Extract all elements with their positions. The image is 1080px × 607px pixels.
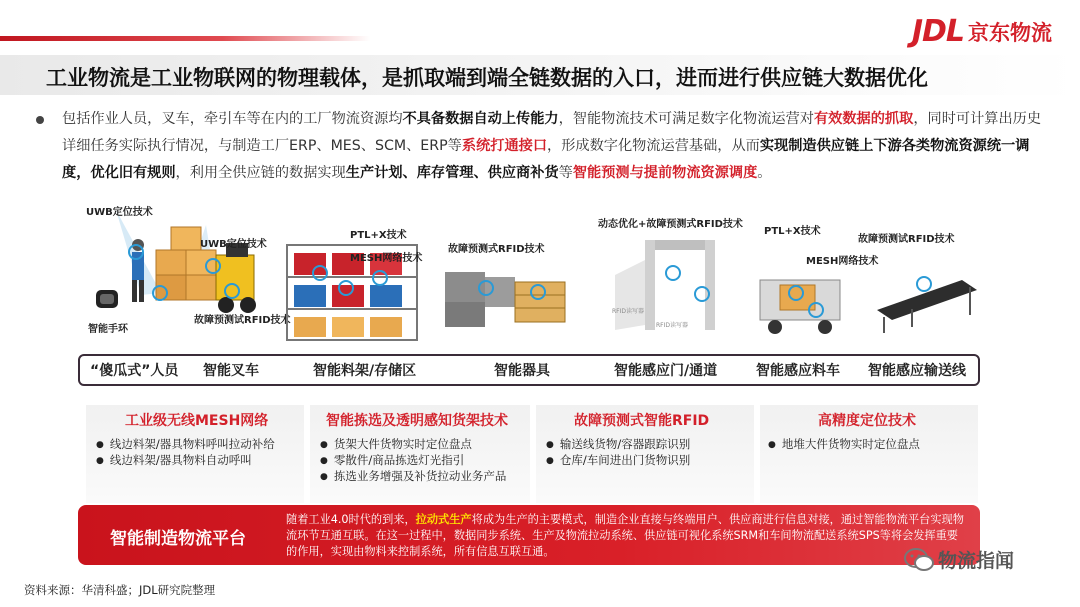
platform-description xyxy=(286,512,966,560)
sensor-ring-icon xyxy=(788,285,804,301)
category-forklift: 智能叉车 xyxy=(203,363,259,379)
label-rfid: 故障预测试RFID技术 xyxy=(194,315,291,326)
header-accent-line xyxy=(0,36,370,41)
watermark-text: 物流指闻 xyxy=(938,550,1015,572)
para-text: 等 xyxy=(558,165,573,181)
para-highlight: 智能预测与提前物流资源调度 xyxy=(572,165,758,181)
para-text: ，利用全供应链的数据实现 xyxy=(175,165,346,181)
jdl-logo xyxy=(912,14,1052,49)
para-highlight: 有效数据的抓取 xyxy=(813,111,914,127)
column-item: ● 货架大件货物实时定位盘点 xyxy=(320,436,472,452)
sensor-ring-icon xyxy=(916,276,932,292)
label-uwb: UWB定位技术 xyxy=(86,207,153,218)
label-dynamic-rfid: 动态优化+故障预测式RFID技术 xyxy=(598,219,743,230)
label-mesh: MESH网络技术 xyxy=(350,253,423,264)
label-uwb: UWB定位技术 xyxy=(200,239,267,250)
para-highlight: 系统打通接口 xyxy=(461,138,548,154)
platform-label: 智能制造物流平台 xyxy=(110,529,246,549)
wechat-icon xyxy=(904,548,934,572)
label-rfid: 故障预测试RFID技术 xyxy=(858,234,955,245)
sensor-ring-icon xyxy=(478,280,494,296)
column-title-picking: 智能拣选及透明感知货架技术 xyxy=(326,413,508,429)
para-bold: 生产计划、库存管理、供应商补货 xyxy=(345,165,559,181)
label-smart-band: 智能手环 xyxy=(88,324,128,335)
column-item: ● 线边料架/器具物料呼叫拉动补给 xyxy=(96,436,275,452)
column-item: ● 拣选业务增强及补货拉动业务产品 xyxy=(320,468,506,484)
forklift-illustration xyxy=(86,205,266,320)
sensor-ring-icon xyxy=(808,302,824,318)
intro-paragraph xyxy=(62,106,1052,187)
sensor-ring-icon xyxy=(128,244,144,260)
column-title-mesh: 工业级无线MESH网络 xyxy=(125,413,269,429)
page-title: 工业物流是工业物联网的物理载体，是抓取端到端全链数据的入口，进而进行供应链大数据优化 xyxy=(46,66,928,90)
para-text: 。 xyxy=(757,165,772,181)
para-bold: 实现制造供应链上下游各类物流资源统一调度，优化旧有规则 xyxy=(62,138,1030,181)
platform-text: 随着工业4.0时代的到来， xyxy=(286,513,416,526)
logo-text: 京东物流 xyxy=(968,20,1052,45)
category-conveyor: 智能感应输送线 xyxy=(868,363,966,379)
sensor-ring-icon xyxy=(224,283,240,299)
column-title-rfid: 故障预测式智能RFID xyxy=(574,413,710,429)
label-rfid-reader: RFID读写器 xyxy=(612,308,645,315)
label-ptl: PTL+X技术 xyxy=(764,226,821,237)
sensor-ring-icon xyxy=(694,286,710,302)
category-shelf: 智能料架/存储区 xyxy=(313,363,417,379)
category-cart: 智能感应料车 xyxy=(756,363,840,379)
sensor-ring-icon xyxy=(152,285,168,301)
para-text: 包括作业人员，叉车，牵引车等在内的工厂物流资源均 xyxy=(62,111,403,127)
platform-text: 将成为生产的主要模式，制造企业直接与终端用户、供应商进行信息对接，通过智能物流平台实现物流环节互通互联。在这一过程中，数据同步系统、生产及物流拉动系统、供应链可视化系统SRM和车间物流配送系统SPS等将会发挥重要的作用，实现由物料来控制系统，所有信息互联互通。 xyxy=(286,513,964,558)
para-bold: 不具备数据自动上传能力 xyxy=(402,111,559,127)
logo-mark: JDL xyxy=(911,14,964,49)
category-gate: 智能感应门/通道 xyxy=(614,363,718,379)
para-text: ，同时可计算出历史详细任务实际执行情况，与制造工厂ERP、MES、SCM、ERP等 xyxy=(62,111,1042,154)
label-rfid-reader: RFID读写器 xyxy=(656,322,689,329)
source-note: 资料来源：华清科盛；JDL研究院整理 xyxy=(24,583,216,597)
label-rfid: 故障预测式RFID技术 xyxy=(448,244,545,255)
column-item: ● 线边料架/器具物料自动呼叫 xyxy=(96,452,252,468)
cart-illustration xyxy=(755,265,850,337)
bins-illustration xyxy=(440,262,580,332)
conveyor-illustration xyxy=(872,265,982,335)
para-text: ，形成数字化物流运营基础，从而 xyxy=(547,138,760,154)
sensor-ring-icon xyxy=(205,258,221,274)
label-mesh: MESH网络技术 xyxy=(806,256,879,267)
para-text: ，智能物流技术可满足数字化物流运营对 xyxy=(558,111,814,127)
sensor-ring-icon xyxy=(372,270,388,286)
column-item: ● 地堆大件货物实时定位盘点 xyxy=(768,436,920,452)
category-person: “傻瓜式”人员 xyxy=(90,363,179,379)
column-item: ● 输送线货物/容器跟踪识别 xyxy=(546,436,690,452)
column-item: ● 零散件/商品拣选灯光指引 xyxy=(320,452,464,468)
sensor-ring-icon xyxy=(530,284,546,300)
label-ptl: PTL+X技术 xyxy=(350,230,407,241)
column-title-positioning: 高精度定位技术 xyxy=(818,413,916,429)
column-item: ● 仓库/车间进出门货物识别 xyxy=(546,452,690,468)
sensor-ring-icon xyxy=(338,280,354,296)
bullet-icon xyxy=(36,116,44,124)
platform-highlight: 拉动式生产 xyxy=(415,513,472,526)
sensor-ring-icon xyxy=(665,265,681,281)
category-container: 智能器具 xyxy=(494,363,550,379)
sensor-ring-icon xyxy=(312,265,328,281)
